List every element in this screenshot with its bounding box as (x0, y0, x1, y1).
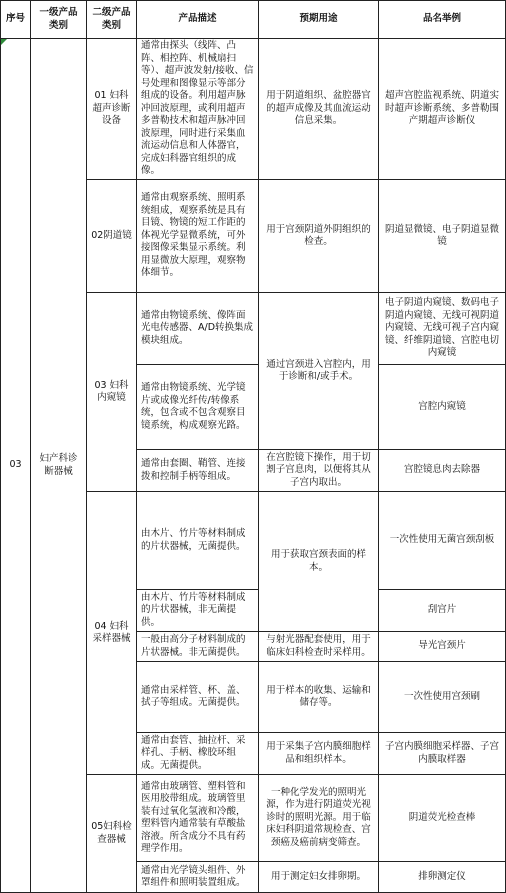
intended-use-text: 用于采集子宫内膜细胞样品和组织样本。 (266, 741, 371, 765)
category-index (1, 39, 30, 892)
product-example-text: 子宫内膜细胞采样器、子宫内膜取样器 (384, 741, 499, 765)
comment-marker-icon (1, 39, 7, 45)
product-description-text: 通常由光学镜头组件、外罩组件和照明装置组成。 (141, 864, 246, 888)
intended-use (259, 862, 378, 892)
subcategory-03 (87, 293, 136, 491)
header-examples-label: 品名举例 (422, 13, 461, 25)
product-example-text: 超声宫腔监视系统、阴道实时超声诊断系统、多普勒围产期超声诊断仪 (384, 90, 499, 127)
product-example-text: 一次性使用无菌宫颈刮板 (389, 534, 495, 546)
header-index (1, 1, 30, 38)
header-intended-use (259, 1, 378, 38)
product-description-text: 通常由采样管、杯、盖、拭子等组成。无菌提供。 (141, 684, 246, 708)
product-example-text: 阴道荧光检查棒 (408, 811, 476, 823)
product-description (137, 862, 258, 892)
intended-use (259, 492, 378, 631)
header-description-label: 产品描述 (178, 13, 217, 25)
product-description (137, 492, 258, 589)
product-description-text: 通常由物镜系统、光学镜片或成像光纤传/转像系统，包含或不包含观察目镜系统，构成观察光路。 (141, 382, 246, 431)
intended-use (259, 733, 378, 774)
product-example (379, 733, 505, 774)
product-example (379, 450, 505, 491)
product-example-text: 宫腔内窥镜 (418, 400, 466, 412)
product-example-text: 排卵测定仪 (418, 870, 466, 882)
product-example-text: 宫腔镜息肉去除器 (403, 464, 480, 476)
intended-use-text: 用于宫颈阴道外阴组织的检查。 (266, 223, 371, 247)
header-level1-label: 一级产品类别 (39, 7, 78, 31)
header-intended-use-label: 预期用途 (299, 13, 338, 25)
intended-use-text: 用于获取宫颈表面的样本。 (270, 549, 366, 573)
product-description (137, 39, 258, 179)
product-example (379, 862, 505, 892)
intended-use (259, 180, 378, 292)
product-example (379, 590, 505, 631)
intended-use-text: 用于测定妇女排卵期。 (270, 870, 366, 882)
product-description (137, 632, 258, 661)
product-example (379, 293, 505, 364)
intended-use-text: 一种化学发光的照明光源，作为进行阴道荧光视诊时的照明光源。用于临床妇科阴道常规检查、宫颈癌及癌前病变筛查。 (266, 786, 371, 848)
intended-use-text: 用于样本的收集、运输和储存等。 (266, 684, 371, 708)
intended-use (259, 632, 378, 661)
subcategory-05 (87, 775, 136, 892)
product-example (379, 775, 505, 861)
category-level1 (31, 39, 86, 892)
product-example-text: 刮宫片 (427, 604, 457, 616)
product-description-text: 由木片、竹片等材料制成的片状器械，无菌提供。 (141, 528, 246, 552)
product-example-text: 导光宫颈片 (418, 640, 466, 652)
product-description (137, 180, 258, 292)
intended-use-text: 用于阴道组织、盆腔器官的超声成像及其血流运动信息采集。 (266, 90, 371, 127)
subcategory-name: 05妇科检查器械 (91, 821, 132, 845)
intended-use (259, 775, 378, 861)
intended-use (259, 293, 378, 449)
header-examples (379, 1, 505, 38)
product-description (137, 365, 258, 449)
product-example (379, 632, 505, 661)
product-description-text: 通常由套管、抽拉杆、采样孔、手柄、橡胶环组成。无菌提供。 (141, 734, 246, 771)
product-example (379, 492, 505, 589)
product-example (379, 39, 505, 179)
header-level2-label: 二级产品类别 (92, 7, 131, 31)
product-description-text: 通常由物镜系统、像阵面光电传感器、A/D转换集成模块组成。 (141, 309, 254, 346)
product-description-text: 通常由观察系统、照明系统组成，观察系统是具有目镜、物镜的短工作距的体视光学显微系统，可外接图像采集显示系统。利用显微放大原理，观察物体细节。 (141, 192, 246, 279)
subcategory-name: 03 妇科内窥镜 (94, 379, 129, 403)
intended-use-text: 与射光器配套使用，用于临床妇科检查时采样用。 (266, 634, 371, 658)
intended-use (259, 39, 378, 179)
intended-use-text: 在宫腔镜下操作，用于切割子宫息肉，以便将其从子宫内取出。 (266, 451, 371, 488)
product-example (379, 662, 505, 732)
product-description-text: 通常由探头（线阵、凸阵、相控阵、机械扇扫等）、超声波发射/接收、信号处理和图像显示等部分组成的设备。利用超声脉冲回波原理，或利用超声多普勒技术和超声脉冲回波原理，同时进行采集血流运动信息和人体器官，完成妇科器官组织的成像。 (141, 40, 254, 177)
header-level1 (31, 1, 86, 38)
product-example-text: 阴道显微镜、电子阴道显微镜 (384, 223, 499, 247)
product-example-text: 电子阴道内窥镜、数码电子阴道内窥镜、无线可视阴道内窥镜、无线可视子宫内窥镜、纤维阴道镜、宫腔电切内窥镜 (384, 297, 499, 359)
product-description-text: 一般由高分子材料制成的片状器械。非无菌提供。 (141, 634, 246, 658)
product-description (137, 590, 258, 631)
subcategory-name: 01 妇科超声诊断设备 (92, 90, 131, 127)
subcategory-name: 02阴道镜 (91, 229, 132, 241)
product-description (137, 733, 258, 774)
product-example-text: 一次性使用宫颈刷 (403, 690, 480, 702)
product-description-text: 通常由玻璃管、塑料管和医用胶带组成。玻璃管里装有过氧化氢液和冷酸，塑料管内通常装有草酸盐溶液。所含成分不具有药理学作用。 (141, 780, 246, 854)
category-index-value: 03 (9, 459, 22, 471)
product-description (137, 293, 258, 364)
header-description (137, 1, 258, 38)
category-level1-name: 妇产科诊断器械 (39, 453, 78, 477)
intended-use (259, 450, 378, 491)
product-example (379, 365, 505, 449)
subcategory-04 (87, 492, 136, 774)
product-description (137, 662, 258, 732)
subcategory-name: 04 妇科采样器械 (92, 620, 131, 644)
product-example (379, 180, 505, 292)
intended-use-text: 通过宫颈进入宫腔内，用于诊断和/或手术。 (266, 358, 371, 382)
subcategory-02 (87, 180, 136, 292)
intended-use (259, 662, 378, 732)
product-description (137, 450, 258, 491)
header-level2 (87, 1, 136, 38)
subcategory-01 (87, 39, 136, 179)
product-description-text: 由木片、竹片等材料制成的片状器械，非无菌提供。 (141, 591, 246, 628)
header-index-label: 序号 (5, 13, 25, 25)
product-description-text: 通常由套圈、鞘管、连接拨和控制手柄等组成。 (141, 458, 246, 482)
product-description (137, 775, 258, 861)
